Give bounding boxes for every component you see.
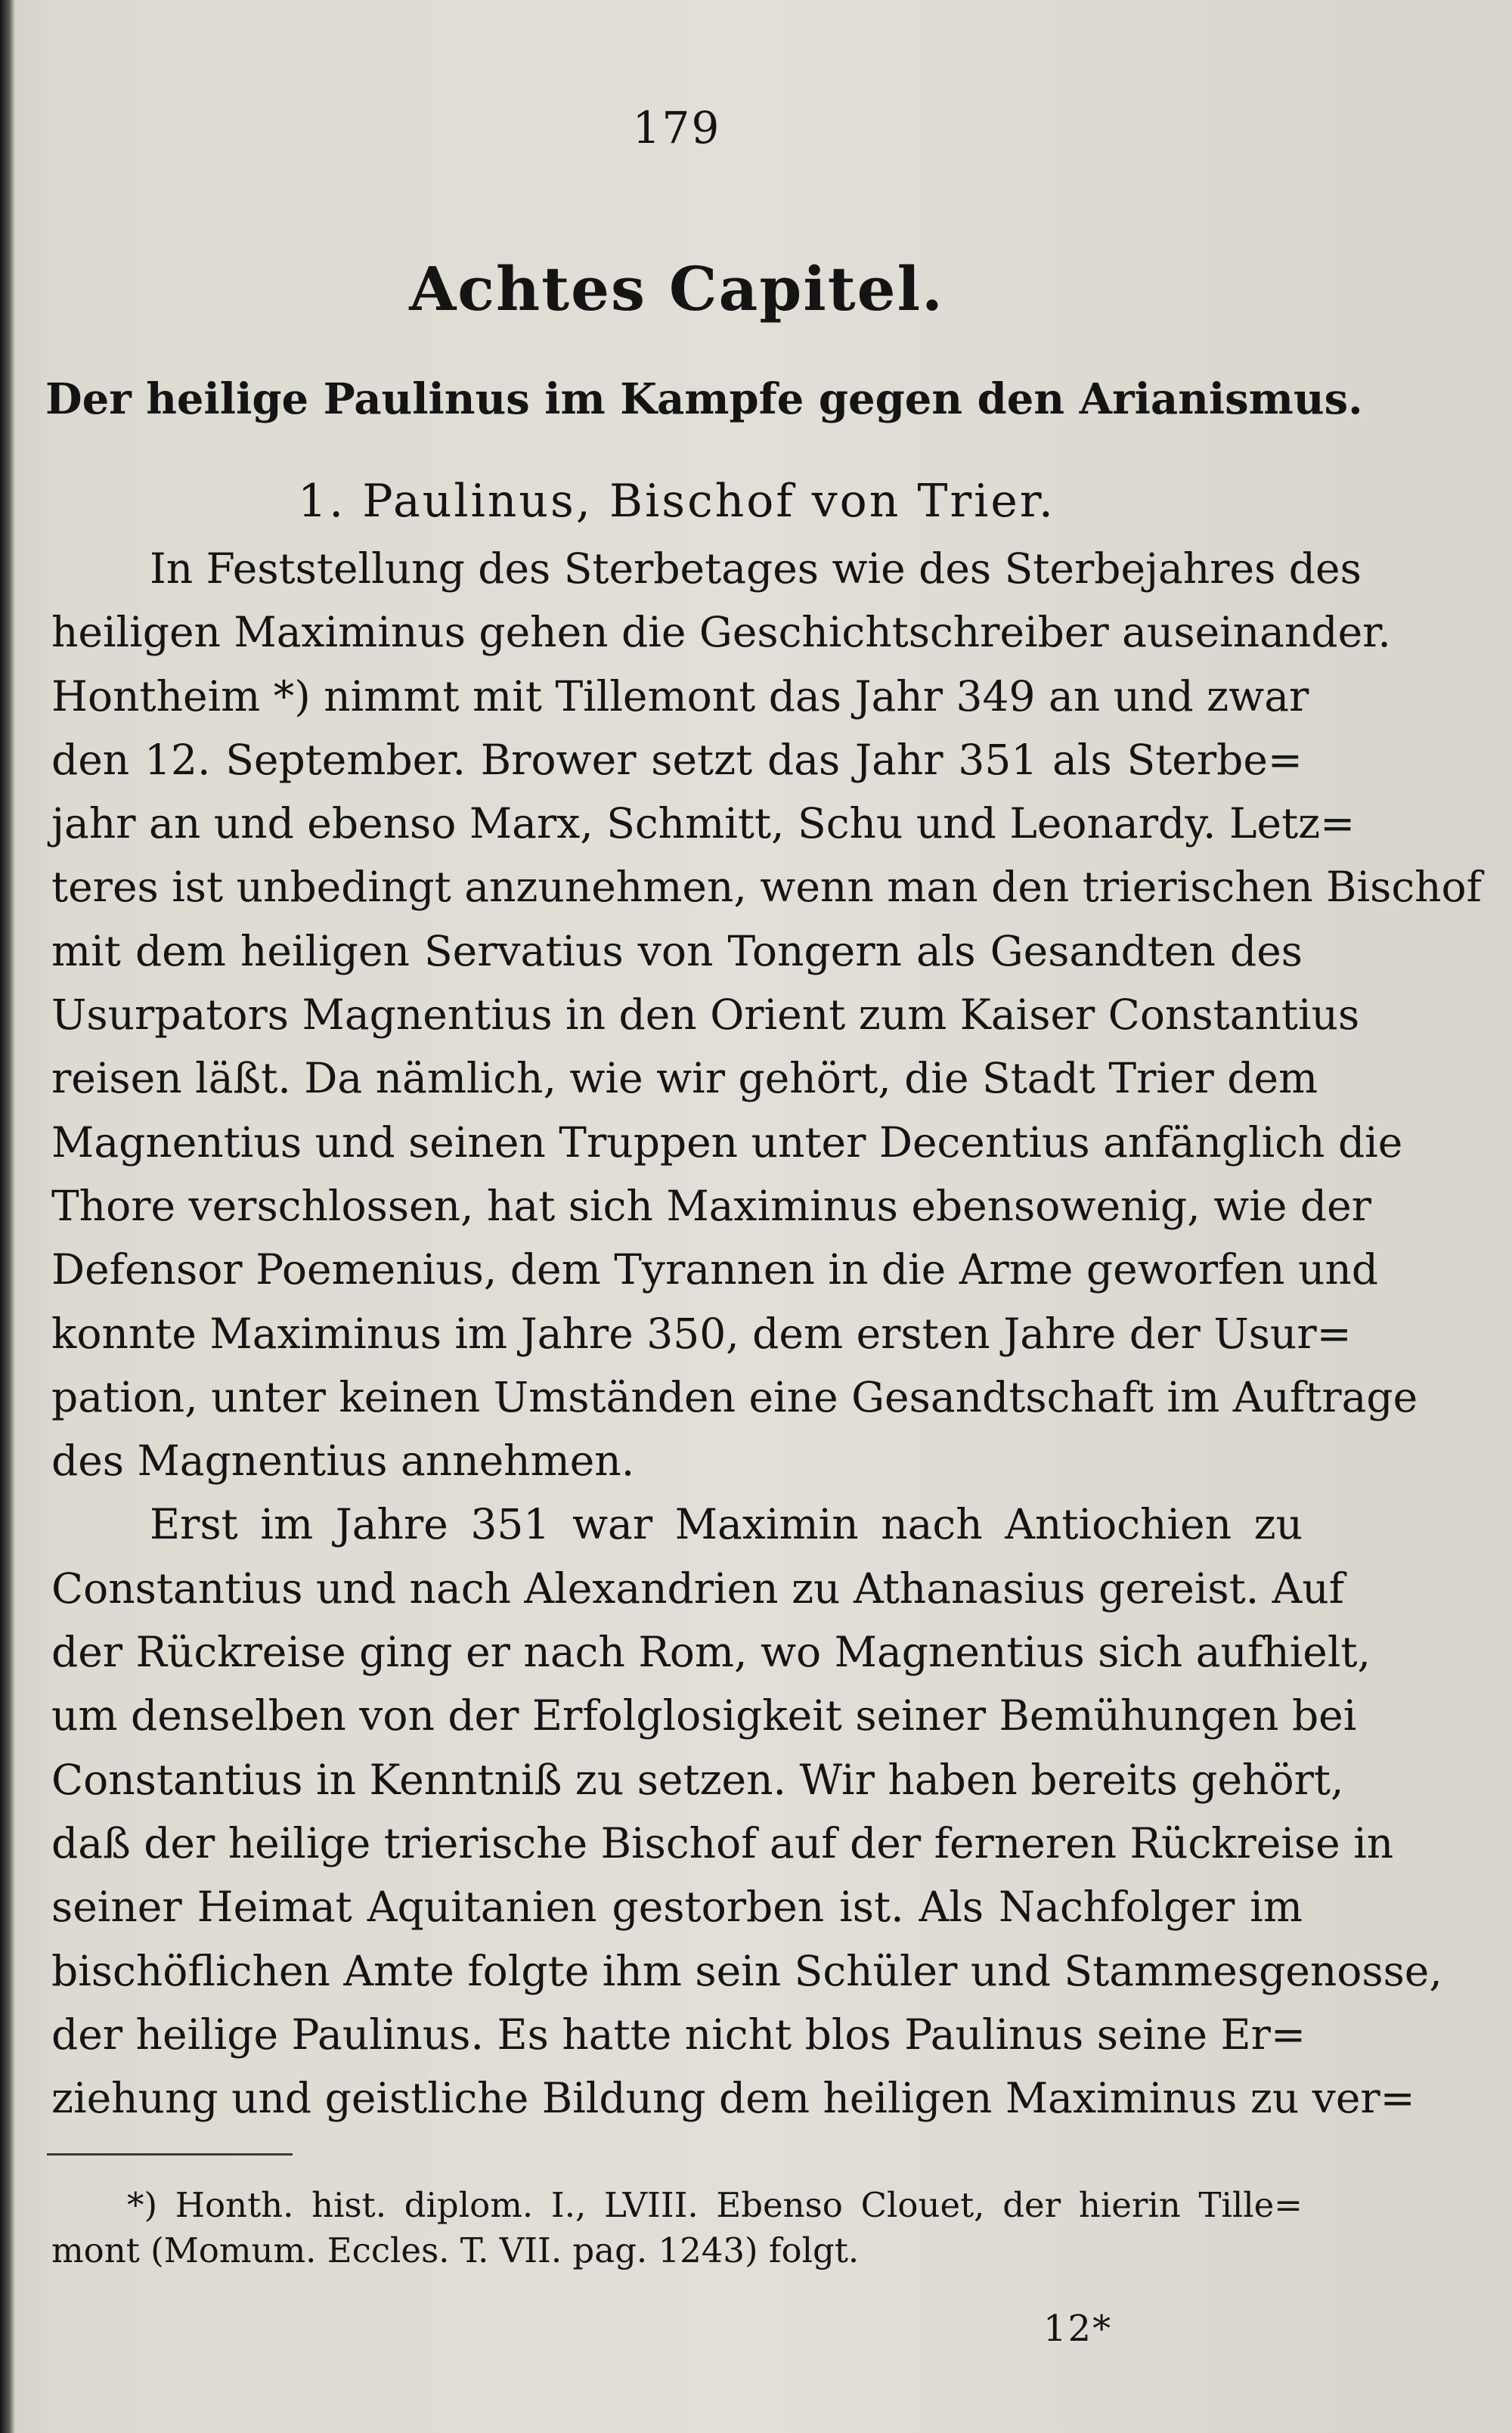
signature-mark: 12*: [1043, 2307, 1113, 2350]
page-number: 179: [632, 102, 721, 153]
footnote-line: mont (Momum. Eccles. T. VII. pag. 1243) folgt.: [51, 2230, 860, 2270]
chapter-subtitle: Der heilige Paulinus im Kampfe gegen den Arianismus.: [45, 374, 1363, 424]
text-line: den 12. September. Brower setzt das Jahr 351 als Sterbe=: [51, 735, 1303, 784]
text-line: Usurpators Magnentius in den Orient zum Kaiser Constantius: [51, 990, 1360, 1040]
text-line: pation, unter keinen Umständen eine Gesandtschaft im Auftrage: [51, 1372, 1418, 1421]
text-line: seiner Heimat Aquitanien gestorben ist. Als Nachfolger im: [51, 1883, 1303, 1932]
text-line: um denselben von der Erfolglosigkeit seiner Bemühungen bei: [51, 1691, 1357, 1740]
text-line: Hontheim *) nimmt mit Tillemont das Jahr 349 an und zwar: [51, 671, 1309, 721]
text-line: des Magnentius annehmen.: [51, 1437, 635, 1486]
text-line: heiligen Maximinus gehen die Geschichtschreiber auseinander.: [51, 608, 1391, 657]
text-line: daß der heilige trierische Bischof auf der ferneren Rückreise in: [51, 1818, 1394, 1867]
text-line: mit dem heiligen Servatius von Tongern als Gesandten des: [51, 926, 1303, 975]
text-line: In Feststellung des Sterbetages wie des Sterbejahres des: [150, 544, 1362, 593]
body-text: [51, 537, 1483, 2130]
text-line: konnte Maximinus im Jahre 350, dem ersten Jahre der Usur=: [51, 1309, 1352, 1358]
spine-shadow: [0, 0, 15, 2433]
text-line: bischöflichen Amte folgte ihm sein Schüler und Stammesgenosse,: [51, 1946, 1442, 1995]
text-line: reisen läßt. Da nämlich, wie wir gehört, die Stadt Trier dem: [51, 1054, 1318, 1103]
text-line: der Rückreise ging er nach Rom, wo Magnentius sich aufhielt,: [51, 1628, 1371, 1677]
text-line: Magnentius und seinen Truppen unter Decentius anfänglich die: [51, 1117, 1403, 1167]
footnote-line: *) Honth. hist. diplom. I., LVIII. Ebenso Clouet, der hierin Tille=: [127, 2185, 1303, 2225]
text-line: der heilige Paulinus. Es hatte nicht blos Paulinus seine Er=: [51, 2010, 1306, 2059]
footnote: [51, 2183, 1303, 2273]
text-line: Thore verschlossen, hat sich Maximinus ebensowenig, wie der: [51, 1181, 1371, 1230]
chapter-title: Achtes Capitel.: [409, 253, 944, 324]
text-line: Erst im Jahre 351 war Maximin nach Antiochien zu: [150, 1500, 1303, 1549]
text-line: Defensor Poemenius, dem Tyrannen in die Arme geworfen und: [51, 1245, 1379, 1294]
text-line: Constantius in Kenntniß zu setzen. Wir haben bereits gehört,: [51, 1755, 1344, 1804]
text-line: jahr an und ebenso Marx, Schmitt, Schu und Leonardy. Letz=: [51, 799, 1356, 848]
footnote-divider: [47, 2153, 293, 2156]
text-line: Constantius und nach Alexandrien zu Athanasius gereist. Auf: [51, 1564, 1345, 1613]
section-heading: 1. Paulinus, Bischof von Trier.: [297, 475, 1056, 528]
text-line: teres ist unbedingt anzunehmen, wenn man den trierischen Bischof: [51, 863, 1483, 912]
text-line: ziehung und geistliche Bildung dem heiligen Maximinus zu ver=: [51, 2074, 1415, 2123]
